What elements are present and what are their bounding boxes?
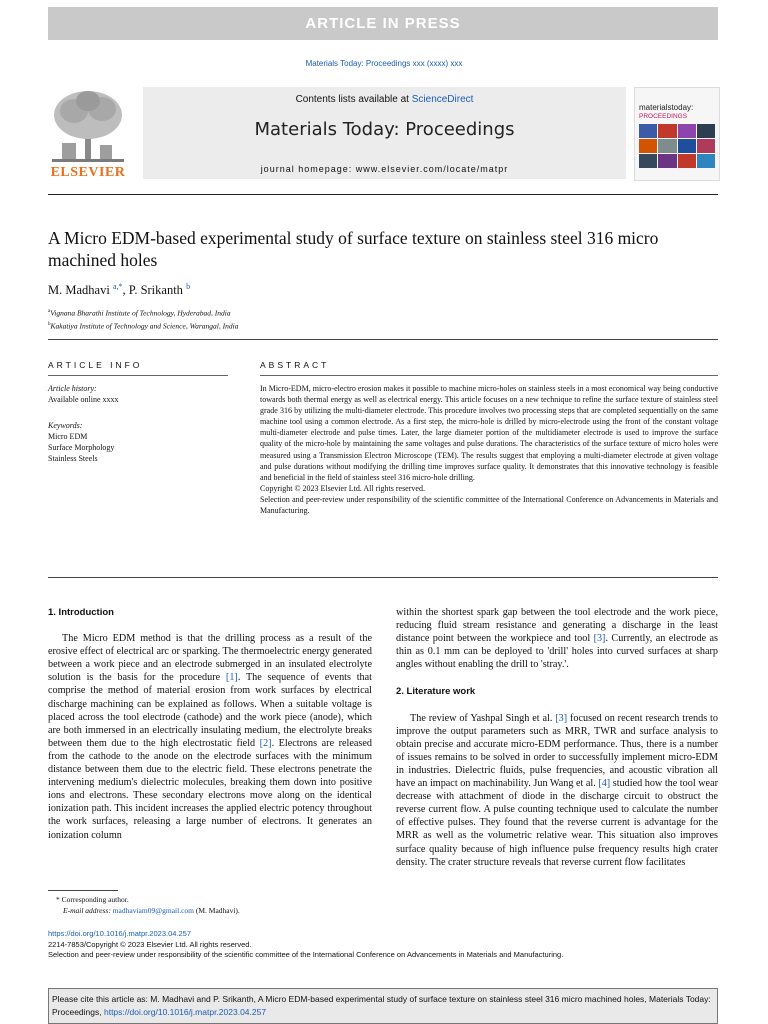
journal-homepage[interactable]: journal homepage: www.elsevier.com/locate/matpr (260, 164, 509, 174)
intro-heading: 1. Introduction (48, 607, 114, 618)
author-email-link[interactable]: madhaviam09@gmail.com (112, 905, 194, 915)
cover-title (639, 104, 693, 121)
keyword-item: Micro EDM (48, 432, 88, 441)
affiliation-a: Vignana Bharathi Institute of Technology, Hyderabad, India (50, 308, 231, 318)
article-in-press-banner: ARTICLE IN PRESS (48, 7, 718, 40)
cover-title-sub: PROCEEDINGS (639, 113, 688, 120)
intro-paragraph-2: within the shortest spark gap between the tool electrode and the work piece, reducing fluid stream resistance and generating a discharge in the least distance point between the workpiece and tool [3]. Currently, an electrode as thin as 0.1 mm can be deployed to 'drill' holes into curved surfaces at sharp angles without enabling the drill to 'stray.'. (396, 607, 718, 671)
publication-notes (48, 929, 728, 961)
cover-title-main: materialstoday: (639, 103, 694, 112)
abstract (260, 383, 718, 516)
abstract-divider (260, 375, 718, 376)
journal-title: Materials Today: Proceedings (254, 119, 515, 140)
affiliations (48, 306, 238, 331)
ref-2-link[interactable]: [2] (259, 737, 272, 749)
citation-doi-link[interactable]: https://doi.org/10.1016/j.matpr.2023.04.257 (103, 1007, 267, 1017)
intro-paragraph-1: The Micro EDM method is that the drilling process as a result of the erosive effect of electrical arc or sparking. The thermoelectric energy generated between a work piece and an electrode submerged in an insulated electrolyte solution is the basis for the procedure [1]. The sequence of events that comprise the method of material erosion from work surfaces by electrical discharge machining can be explained as follows. When a suitable voltage is placed across the tool electrode (cathode) and the work piece (anode), which are both immersed in an electrically insulating medium, the electrolyte breaks between them due to the high electrostatic field [2]. Electrons are released from the cathode to the anode on the electrode surfaces with the minimum distance between them due to the electric field. These electrons penetrate the intervening medium's dielectric molecules, breaking them down into positive ions and electrons. These secondary electrons move along on the identical ionization path. This incident increases the applied electric potency throughout the work surfaces, releasing a large number of electrons. It generates an ionization column (48, 633, 373, 841)
right-column (396, 606, 718, 869)
publisher-name: ELSEVIER (50, 165, 126, 180)
affil-a-marker: a (48, 309, 51, 314)
abstract-copyright: Copyright © 2023 Elsevier Ltd. All rights reserved. (260, 483, 425, 493)
email-label: E-mail address: (63, 905, 113, 915)
keyword-item: Surface Morphology (48, 443, 115, 452)
ref-4-link[interactable]: [4] (598, 778, 611, 790)
email-owner: (M. Madhavi). (193, 905, 240, 915)
author-list: M. Madhavi $^{a,*}$, P. Srikanth $^b$ (48, 282, 191, 298)
author-1[interactable]: M. Madhavi (48, 283, 110, 298)
journal-reference[interactable]: Materials Today: Proceedings xxx (xxxx) xxx (305, 59, 463, 68)
article-info (48, 383, 228, 464)
ref-3-link[interactable]: [3] (593, 633, 606, 645)
footnote (48, 895, 240, 916)
abstract-bottom-rule (48, 577, 718, 578)
corresponding-author-label: Corresponding author. (61, 895, 129, 904)
lit-heading: 2. Literature work (396, 686, 476, 698)
info-divider (48, 375, 228, 376)
issn-copyright: 2214-7853/Copyright © 2023 Elsevier Ltd. All rights reserved. (48, 939, 252, 949)
history-value: Available online xxxx (48, 395, 119, 404)
sciencedirect-link[interactable]: ScienceDirect (411, 94, 474, 105)
affiliation-b: Kakatiya Institute of Technology and Science, Warangal, India (50, 321, 239, 330)
citation-box (48, 988, 718, 1024)
abstract-text: In Micro-EDM, micro-electro erosion makes it possible to machine micro-holes on stainless steels in a most economical way being conductive towards both thermal energy as well as electrical energy. This article focuses on a new technique to refine the surface texture of stainless steel grade 316 by utilizing the multi-diameter electrode. This procedure involves two processing steps that are completed sequentially on the same machine tool using a common electrode. As a first step, the micro-hole is drilled by micro-electrode using the front of the constant voltage multi-diameter electrode and pulse times. Later, the large diameter portion of the multidiameter electrode is used to improve the surface quality of the micro-hole by maintaining the same voltages and pulse durations. The characteristics of the surface texture of micro holes were measured using a Transmission Electron Microscope (TEM). The results suggest that employing a multi-diameter electrode at given voltage and pulse durations without modifying the drilling time improves surface quality. It demonstrates that this innovative technology is feasible and beneficial in the field of stainless steel 316 micro-hole drilling. (260, 384, 718, 482)
keyword-item: Stainless Steels (48, 454, 98, 463)
footnote-rule (48, 890, 118, 891)
author-2[interactable]: P. Srikanth (128, 283, 183, 298)
doi-link[interactable]: https://doi.org/10.1016/j.matpr.2023.04.257 (48, 929, 192, 938)
header-rule (48, 194, 718, 195)
history-label: Article history: (48, 384, 97, 393)
contents-line (143, 94, 626, 105)
article-info-heading: ARTICLE INFO (48, 360, 143, 370)
author-2-affil[interactable]: b (186, 282, 191, 291)
article-title: A Micro EDM-based experimental study of surface texture on stainless steel 316 micro machined holes (48, 228, 659, 270)
lit-paragraph: The review of Yashpal Singh et al. [3] focused on recent research trends to improve the output parameters such as MRR, TWR and surface analysis to obtain precise and accurate micro-EDM performance. Thus, there is a number of issues remains to be solved in order to successfully implement micro-EDM in industries. Dielectric fluids, pulse frequencies, and acoustic vibration all have an impact on machinability. Jun Wang et al. [4] studied how the tool wear decrease with attachment of diode in the discharge circuit to obstruct the reverse current flow. A pulse counting technique used to calculate the number of effective pulses. They found that the reverse current is advantage for the MRR as well as the volumetric relative wear. This situation also improves surface quality because of high influence pulse frequency results high crater density. The crater structure reveals that reverse current flow facilitates (396, 712, 718, 868)
abstract-selection: Selection and peer-review under responsibility of the scientific committee of the International Conference on Advancements in Materials and Manufacturing. (260, 494, 718, 516)
citation-text: Please cite this article as: M. Madhavi and P. Srikanth, A Micro EDM-based experimental study of surface texture on stainless steel 316 micro machined holes, Materials Today: Proceedings, (52, 994, 711, 1017)
abstract-heading: ABSTRACT (260, 360, 330, 370)
footnote-marker: * (56, 895, 60, 904)
elsevier-tree-logo (48, 87, 128, 179)
cover-image-grid (639, 124, 715, 168)
left-column (48, 606, 372, 842)
ref-3-link[interactable]: [3] (555, 712, 568, 724)
keywords-label: Keywords: (48, 421, 83, 430)
author-1-affil[interactable]: a,* (112, 282, 123, 291)
bottom-selection-note: Selection and peer-review under responsibility of the scientific committee of the International Conference on Advancements in Materials and Manufacturing. (48, 950, 564, 960)
journal-masthead (143, 87, 626, 179)
journal-header (48, 87, 718, 184)
journal-cover (634, 87, 720, 181)
contents-prefix: Contents lists available at (295, 94, 412, 105)
ref-1-link[interactable]: [1] (225, 672, 238, 684)
info-top-rule (48, 339, 718, 340)
affil-b-marker: b (48, 321, 51, 327)
